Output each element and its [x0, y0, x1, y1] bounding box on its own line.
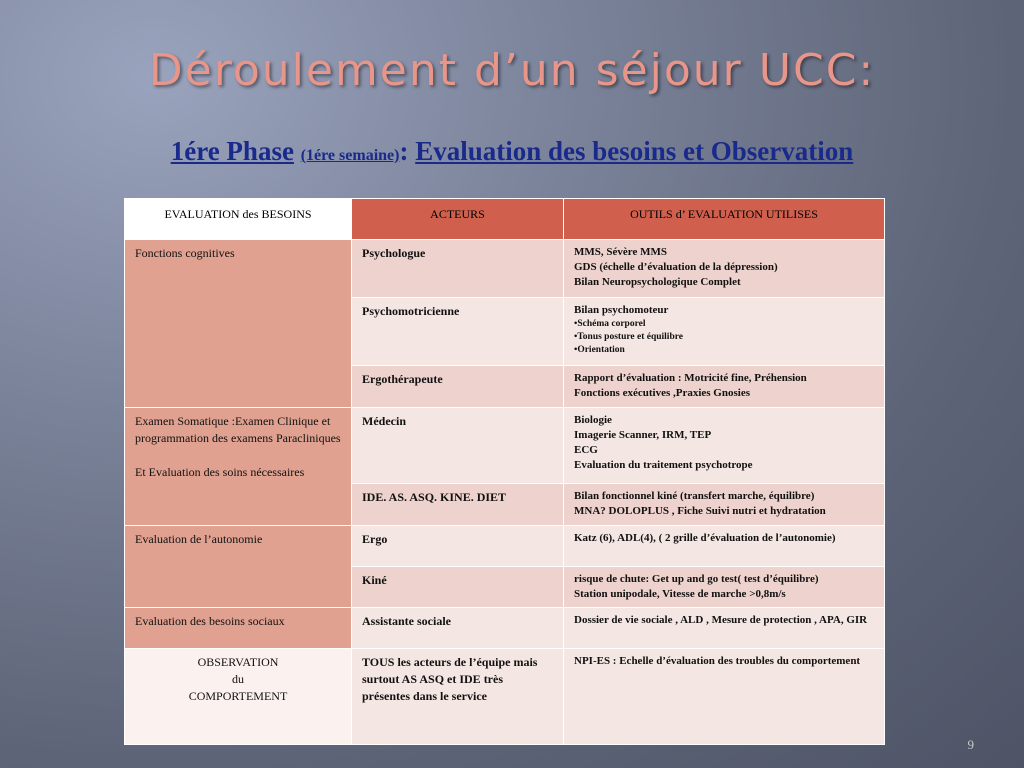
- tool-bullet: •Schéma corporel: [574, 319, 646, 329]
- need-cognitive: Fonctions cognitives: [125, 240, 352, 408]
- tool-bullet: •Orientation: [574, 345, 625, 355]
- actor-ide: IDE. AS. ASQ. KINE. DIET: [352, 484, 564, 526]
- tool-line: Rapport d’évaluation : Motricité fine, Préhension: [574, 372, 807, 384]
- tool-line: Biologie: [574, 414, 612, 426]
- table-row: [125, 649, 885, 745]
- actor-psychomotricienne: Psychomotricienne: [352, 298, 564, 366]
- header-actors: ACTEURS: [352, 199, 564, 240]
- obs-line: OBSERVATION: [197, 655, 279, 669]
- tool-line: MMS, Sévère MMS: [574, 246, 667, 258]
- actor-assistante: Assistante sociale: [352, 608, 564, 649]
- table-row: [125, 608, 885, 649]
- tools-psychomotricienne: [564, 298, 885, 366]
- slide-subtitle: [0, 136, 1024, 167]
- actor-ergo: Ergo: [352, 526, 564, 567]
- need-autonomy: Evaluation de l’autonomie: [125, 526, 352, 608]
- subtitle-colon: :: [399, 136, 409, 166]
- actor-medecin: Médecin: [352, 408, 564, 484]
- tools-assistante: Dossier de vie sociale , ALD , Mesure de protection , APA, GIR: [564, 608, 885, 649]
- tool-line: GDS (échelle d’évaluation de la dépression): [574, 261, 778, 273]
- need-somatic: [125, 408, 352, 526]
- tool-line: Station unipodale, Vitesse de marche >0,8m/s: [574, 588, 786, 600]
- tools-ergotherapeute: [564, 366, 885, 408]
- evaluation-table: [124, 198, 885, 745]
- tools-ergo: Katz (6), ADL(4), ( 2 grille d’évaluation de l’autonomie): [564, 526, 885, 567]
- actor-tous: TOUS les acteurs de l’équipe mais surtout AS ASQ et IDE très présentes dans le service: [352, 649, 564, 745]
- tools-medecin: [564, 408, 885, 484]
- phase-topic: Evaluation des besoins et Observation: [415, 136, 854, 166]
- tool-line: Fonctions exécutives ,Praxies Gnosies: [574, 387, 750, 399]
- phase-week: (1ére semaine): [300, 147, 400, 164]
- tools-psychologue: [564, 240, 885, 298]
- tool-bullet: •Tonus posture et équilibre: [574, 332, 683, 342]
- tool-line: Bilan fonctionnel kiné (transfert marche, équilibre): [574, 490, 815, 502]
- tool-line: Bilan Neuropsychologique Complet: [574, 276, 741, 288]
- header-tools: OUTILS d’ EVALUATION UTILISES: [564, 199, 885, 240]
- tool-line: MNA? DOLOPLUS , Fiche Suivi nutri et hydratation: [574, 505, 826, 517]
- table-row: [125, 240, 885, 298]
- tools-tous: NPI-ES : Echelle d’évaluation des troubles du comportement: [564, 649, 885, 745]
- tool-line: Bilan psychomoteur: [574, 304, 669, 316]
- phase-label: 1ére Phase: [170, 136, 294, 166]
- need-somatic-care: Et Evaluation des soins nécessaires: [135, 465, 305, 479]
- table-row: [125, 408, 885, 484]
- tool-line: risque de chute: Get up and go test( test d’équilibre): [574, 573, 819, 585]
- header-needs: EVALUATION des BESOINS: [125, 199, 352, 240]
- spacer: [135, 447, 341, 464]
- tool-line: ECG: [574, 444, 598, 456]
- tools-kine: [564, 567, 885, 608]
- table-row: [125, 526, 885, 567]
- tools-ide: [564, 484, 885, 526]
- actor-kine: Kiné: [352, 567, 564, 608]
- need-somatic-text: Examen Somatique :Examen Clinique et programmation des examens Paracliniques: [135, 414, 341, 445]
- table-header-row: [125, 199, 885, 240]
- need-observation: [125, 649, 352, 745]
- obs-line: du: [232, 672, 244, 686]
- page-number: 9: [967, 737, 974, 752]
- slide-title: Déroulement d’un séjour UCC:: [148, 45, 876, 96]
- actor-ergotherapeute: Ergothérapeute: [352, 366, 564, 408]
- need-social: Evaluation des besoins sociaux: [125, 608, 352, 649]
- tool-line: Imagerie Scanner, IRM, TEP: [574, 429, 712, 441]
- obs-line: COMPORTEMENT: [188, 689, 288, 703]
- tool-line: Evaluation du traitement psychotrope: [574, 459, 753, 471]
- actor-psychologue: Psychologue: [352, 240, 564, 298]
